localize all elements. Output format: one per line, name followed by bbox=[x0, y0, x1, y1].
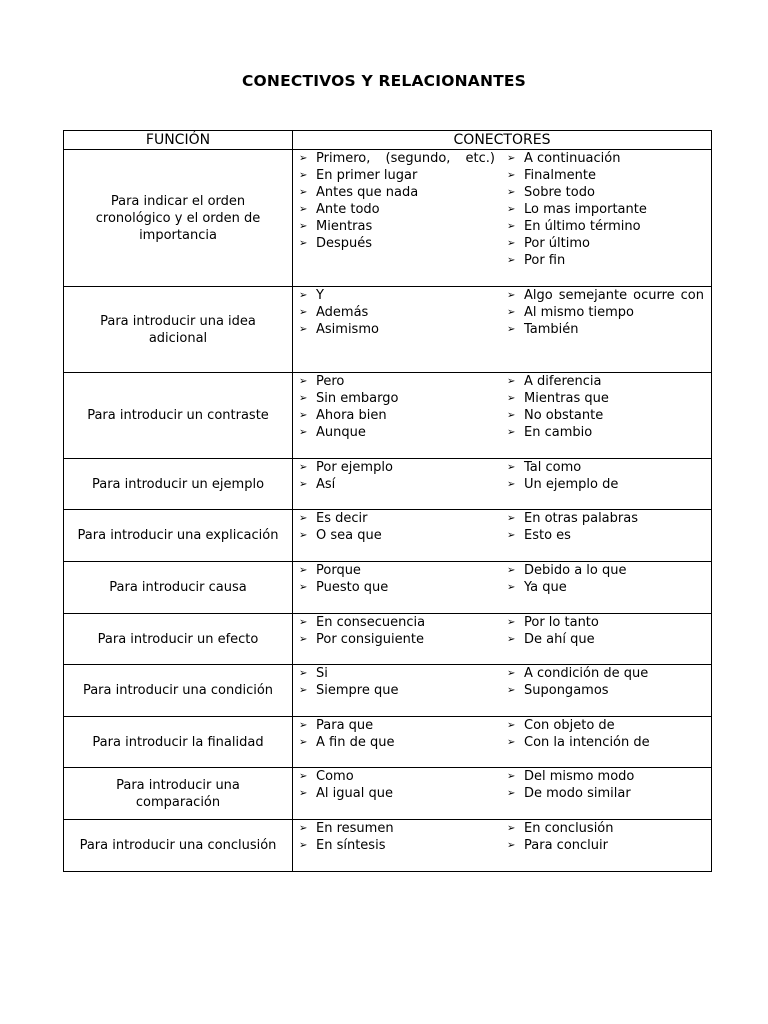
arrow-bullet-icon: ➢ bbox=[507, 720, 516, 731]
arrow-bullet-icon: ➢ bbox=[299, 668, 308, 679]
function-cell: Para introducir causa bbox=[64, 562, 293, 614]
list-item bbox=[293, 184, 501, 201]
list-item bbox=[501, 510, 710, 527]
connectors-cell bbox=[293, 459, 712, 510]
table-row bbox=[64, 510, 712, 562]
list-item bbox=[293, 614, 501, 631]
function-cell: Para introducir un ejemplo bbox=[64, 459, 293, 510]
arrow-bullet-icon: ➢ bbox=[507, 324, 516, 335]
list-item bbox=[501, 304, 710, 321]
arrow-bullet-icon: ➢ bbox=[299, 685, 308, 696]
connector-text: No obstante bbox=[524, 408, 604, 423]
arrow-bullet-icon: ➢ bbox=[507, 290, 516, 301]
connector-list-left bbox=[293, 562, 501, 596]
connector-list-right bbox=[501, 717, 710, 751]
arrow-bullet-icon: ➢ bbox=[299, 410, 308, 421]
list-item bbox=[293, 820, 501, 837]
list-item bbox=[501, 768, 710, 785]
connector-text: Aunque bbox=[316, 425, 366, 440]
connector-text: Y bbox=[316, 288, 324, 303]
connector-text: Es decir bbox=[316, 511, 368, 526]
list-item bbox=[501, 614, 710, 631]
list-item bbox=[293, 717, 501, 734]
list-item bbox=[293, 734, 501, 751]
connector-text: Lo mas importante bbox=[524, 202, 647, 217]
connector-text: Antes que nada bbox=[316, 185, 419, 200]
list-item bbox=[293, 837, 501, 854]
connector-text: En cambio bbox=[524, 425, 593, 440]
list-item bbox=[293, 321, 501, 338]
arrow-bullet-icon: ➢ bbox=[507, 737, 516, 748]
list-item bbox=[501, 631, 710, 648]
connectors-cell bbox=[293, 665, 712, 717]
connector-text: En consecuencia bbox=[316, 615, 426, 630]
arrow-bullet-icon: ➢ bbox=[507, 376, 516, 387]
connector-list-left bbox=[293, 510, 501, 544]
connector-text: Con la intención de bbox=[524, 735, 650, 750]
list-item bbox=[293, 407, 501, 424]
arrow-bullet-icon: ➢ bbox=[507, 427, 516, 438]
connector-text: Sin embargo bbox=[316, 391, 399, 406]
arrow-bullet-icon: ➢ bbox=[507, 153, 516, 164]
list-item bbox=[293, 682, 501, 699]
connector-list-right bbox=[501, 820, 710, 854]
connector-text: Al mismo tiempo bbox=[524, 305, 635, 320]
list-item bbox=[293, 768, 501, 785]
document-title: CONECTIVOS Y RELACIONANTES bbox=[241, 72, 527, 90]
connector-text: A diferencia bbox=[524, 374, 602, 389]
function-cell: Para introducir una idea adicional bbox=[64, 287, 293, 373]
connector-text: Si bbox=[316, 666, 328, 681]
connector-list-right bbox=[501, 562, 710, 596]
connector-text: Por lo tanto bbox=[524, 615, 599, 630]
list-item bbox=[501, 682, 710, 699]
table-row bbox=[64, 665, 712, 717]
table-row bbox=[64, 150, 712, 287]
connector-text: Supongamos bbox=[524, 683, 609, 698]
table-header-row bbox=[64, 131, 712, 150]
connectors-columns bbox=[293, 150, 711, 269]
arrow-bullet-icon: ➢ bbox=[507, 238, 516, 249]
connectors-cell bbox=[293, 562, 712, 614]
arrow-bullet-icon: ➢ bbox=[507, 582, 516, 593]
table-row bbox=[64, 287, 712, 373]
arrow-bullet-icon: ➢ bbox=[507, 513, 516, 524]
function-cell: Para introducir una explicación bbox=[64, 510, 293, 562]
arrow-bullet-icon: ➢ bbox=[507, 307, 516, 318]
arrow-bullet-icon: ➢ bbox=[507, 255, 516, 266]
list-item bbox=[501, 287, 710, 304]
list-item bbox=[293, 150, 501, 167]
connector-text: De modo similar bbox=[524, 786, 631, 801]
connector-text: A continuación bbox=[524, 151, 621, 166]
connector-text: En otras palabras bbox=[524, 511, 638, 526]
list-item bbox=[293, 510, 501, 527]
connector-list-right bbox=[501, 665, 710, 699]
list-item bbox=[293, 527, 501, 544]
function-cell: Para introducir una conclusión bbox=[64, 820, 293, 872]
arrow-bullet-icon: ➢ bbox=[299, 530, 308, 541]
table-row bbox=[64, 459, 712, 510]
list-item bbox=[501, 373, 710, 390]
list-item bbox=[501, 562, 710, 579]
table-row bbox=[64, 614, 712, 665]
connector-list-right bbox=[501, 768, 710, 802]
list-item bbox=[293, 665, 501, 682]
arrow-bullet-icon: ➢ bbox=[299, 170, 308, 181]
list-item bbox=[293, 201, 501, 218]
connector-text: Por último bbox=[524, 236, 590, 251]
connector-list-left bbox=[293, 820, 501, 854]
connector-text: A condición de que bbox=[524, 666, 649, 681]
function-cell: Para introducir una comparación bbox=[64, 768, 293, 820]
arrow-bullet-icon: ➢ bbox=[299, 290, 308, 301]
list-item bbox=[501, 167, 710, 184]
connectors-columns bbox=[293, 717, 711, 751]
connector-list-left bbox=[293, 150, 501, 269]
arrow-bullet-icon: ➢ bbox=[299, 307, 308, 318]
table-body bbox=[64, 150, 712, 872]
connector-list-right bbox=[501, 373, 710, 441]
connector-text: De ahí que bbox=[524, 632, 595, 647]
arrow-bullet-icon: ➢ bbox=[299, 393, 308, 404]
header-connectors: CONECTORES bbox=[293, 131, 712, 150]
arrow-bullet-icon: ➢ bbox=[299, 788, 308, 799]
table-row bbox=[64, 373, 712, 459]
connector-text: También bbox=[524, 322, 579, 337]
connectors-columns bbox=[293, 614, 711, 648]
connector-list-left bbox=[293, 665, 501, 699]
list-item bbox=[501, 579, 710, 596]
connector-text: Mientras que bbox=[524, 391, 609, 406]
arrow-bullet-icon: ➢ bbox=[299, 582, 308, 593]
connector-list-left bbox=[293, 717, 501, 751]
arrow-bullet-icon: ➢ bbox=[507, 771, 516, 782]
arrow-bullet-icon: ➢ bbox=[299, 565, 308, 576]
connector-text: Por consiguiente bbox=[316, 632, 424, 647]
connector-text: Primero, (segundo, etc.) bbox=[316, 151, 495, 166]
connector-text: Algo semejante ocurre con bbox=[524, 288, 704, 303]
connector-text: En primer lugar bbox=[316, 168, 418, 183]
list-item bbox=[293, 579, 501, 596]
connector-text: Asimismo bbox=[316, 322, 379, 337]
list-item bbox=[501, 820, 710, 837]
list-item bbox=[501, 717, 710, 734]
function-cell: Para introducir un contraste bbox=[64, 373, 293, 459]
arrow-bullet-icon: ➢ bbox=[299, 324, 308, 335]
arrow-bullet-icon: ➢ bbox=[507, 479, 516, 490]
list-item bbox=[501, 527, 710, 544]
connectors-columns bbox=[293, 287, 711, 338]
list-item bbox=[293, 167, 501, 184]
connectors-table bbox=[63, 130, 712, 872]
arrow-bullet-icon: ➢ bbox=[507, 788, 516, 799]
connectors-cell bbox=[293, 373, 712, 459]
connector-list-right bbox=[501, 459, 710, 493]
list-item bbox=[293, 235, 501, 252]
connector-text: En síntesis bbox=[316, 838, 386, 853]
list-item bbox=[293, 631, 501, 648]
connectors-columns bbox=[293, 373, 711, 441]
connector-text: Del mismo modo bbox=[524, 769, 635, 784]
connector-text: Ya que bbox=[524, 580, 567, 595]
connector-text: Porque bbox=[316, 563, 361, 578]
arrow-bullet-icon: ➢ bbox=[507, 840, 516, 851]
arrow-bullet-icon: ➢ bbox=[299, 427, 308, 438]
connector-list-left bbox=[293, 768, 501, 802]
list-item bbox=[501, 476, 710, 493]
arrow-bullet-icon: ➢ bbox=[507, 187, 516, 198]
connector-text: Para concluir bbox=[524, 838, 608, 853]
arrow-bullet-icon: ➢ bbox=[507, 685, 516, 696]
list-item bbox=[293, 304, 501, 321]
list-item bbox=[501, 201, 710, 218]
arrow-bullet-icon: ➢ bbox=[299, 513, 308, 524]
list-item bbox=[293, 218, 501, 235]
arrow-bullet-icon: ➢ bbox=[299, 204, 308, 215]
arrow-bullet-icon: ➢ bbox=[299, 153, 308, 164]
table-row bbox=[64, 820, 712, 872]
list-item bbox=[293, 424, 501, 441]
arrow-bullet-icon: ➢ bbox=[299, 737, 308, 748]
connectors-columns bbox=[293, 562, 711, 596]
table-row bbox=[64, 717, 712, 768]
header-function: FUNCIÓN bbox=[64, 131, 293, 150]
list-item bbox=[501, 424, 710, 441]
arrow-bullet-icon: ➢ bbox=[507, 204, 516, 215]
connector-text: En conclusión bbox=[524, 821, 614, 836]
connector-text: O sea que bbox=[316, 528, 382, 543]
arrow-bullet-icon: ➢ bbox=[507, 170, 516, 181]
connector-text: Finalmente bbox=[524, 168, 596, 183]
connector-text: Por fin bbox=[524, 253, 566, 268]
connector-text: Esto es bbox=[524, 528, 571, 543]
list-item bbox=[293, 287, 501, 304]
function-cell: Para introducir una condición bbox=[64, 665, 293, 717]
connector-text: Así bbox=[316, 477, 336, 492]
arrow-bullet-icon: ➢ bbox=[299, 720, 308, 731]
connector-text: En último término bbox=[524, 219, 641, 234]
arrow-bullet-icon: ➢ bbox=[299, 221, 308, 232]
arrow-bullet-icon: ➢ bbox=[507, 617, 516, 628]
connector-text: Por ejemplo bbox=[316, 460, 393, 475]
function-cell: Para introducir un efecto bbox=[64, 614, 293, 665]
connector-text: En resumen bbox=[316, 821, 394, 836]
arrow-bullet-icon: ➢ bbox=[507, 221, 516, 232]
table-row bbox=[64, 768, 712, 820]
connector-text: Debido a lo que bbox=[524, 563, 627, 578]
connector-text: Con objeto de bbox=[524, 718, 615, 733]
connector-text: Después bbox=[316, 236, 373, 251]
arrow-bullet-icon: ➢ bbox=[299, 771, 308, 782]
connector-text: Mientras bbox=[316, 219, 373, 234]
connector-text: Al igual que bbox=[316, 786, 393, 801]
connectors-cell bbox=[293, 150, 712, 287]
connector-text: Siempre que bbox=[316, 683, 399, 698]
list-item bbox=[293, 476, 501, 493]
connector-text: A fin de que bbox=[316, 735, 395, 750]
list-item bbox=[501, 218, 710, 235]
connector-text: Además bbox=[316, 305, 369, 320]
arrow-bullet-icon: ➢ bbox=[507, 530, 516, 541]
list-item bbox=[501, 150, 710, 167]
connector-list-left bbox=[293, 373, 501, 441]
list-item bbox=[293, 785, 501, 802]
connectors-columns bbox=[293, 768, 711, 802]
arrow-bullet-icon: ➢ bbox=[299, 634, 308, 645]
list-item bbox=[501, 837, 710, 854]
list-item bbox=[293, 562, 501, 579]
connectors-columns bbox=[293, 459, 711, 493]
connector-list-right bbox=[501, 614, 710, 648]
list-item bbox=[501, 734, 710, 751]
connector-text: Para que bbox=[316, 718, 374, 733]
connector-list-right bbox=[501, 510, 710, 544]
arrow-bullet-icon: ➢ bbox=[507, 634, 516, 645]
arrow-bullet-icon: ➢ bbox=[299, 376, 308, 387]
connectors-cell bbox=[293, 614, 712, 665]
connector-list-right bbox=[501, 150, 710, 269]
connector-text: Ahora bien bbox=[316, 408, 387, 423]
connectors-cell bbox=[293, 510, 712, 562]
list-item bbox=[501, 459, 710, 476]
connector-text: Tal como bbox=[524, 460, 582, 475]
list-item bbox=[293, 459, 501, 476]
list-item bbox=[501, 184, 710, 201]
arrow-bullet-icon: ➢ bbox=[507, 823, 516, 834]
connector-list-left bbox=[293, 614, 501, 648]
connector-text: Ante todo bbox=[316, 202, 380, 217]
connectors-columns bbox=[293, 510, 711, 544]
arrow-bullet-icon: ➢ bbox=[299, 823, 308, 834]
connector-list-right bbox=[501, 287, 710, 338]
arrow-bullet-icon: ➢ bbox=[507, 668, 516, 679]
list-item bbox=[501, 390, 710, 407]
arrow-bullet-icon: ➢ bbox=[299, 238, 308, 249]
connectors-cell bbox=[293, 287, 712, 373]
connector-text: Pero bbox=[316, 374, 345, 389]
function-cell: Para introducir la finalidad bbox=[64, 717, 293, 768]
connectors-columns bbox=[293, 820, 711, 854]
arrow-bullet-icon: ➢ bbox=[507, 565, 516, 576]
connectors-cell bbox=[293, 717, 712, 768]
arrow-bullet-icon: ➢ bbox=[299, 479, 308, 490]
list-item bbox=[501, 665, 710, 682]
connector-text: Como bbox=[316, 769, 354, 784]
arrow-bullet-icon: ➢ bbox=[507, 462, 516, 473]
list-item bbox=[293, 373, 501, 390]
list-item bbox=[293, 390, 501, 407]
arrow-bullet-icon: ➢ bbox=[299, 462, 308, 473]
list-item bbox=[501, 235, 710, 252]
list-item bbox=[501, 252, 710, 269]
list-item bbox=[501, 321, 710, 338]
arrow-bullet-icon: ➢ bbox=[299, 617, 308, 628]
connector-list-left bbox=[293, 287, 501, 338]
connector-text: Sobre todo bbox=[524, 185, 595, 200]
arrow-bullet-icon: ➢ bbox=[299, 187, 308, 198]
arrow-bullet-icon: ➢ bbox=[299, 840, 308, 851]
connectors-cell bbox=[293, 820, 712, 872]
connector-text: Puesto que bbox=[316, 580, 389, 595]
arrow-bullet-icon: ➢ bbox=[507, 410, 516, 421]
list-item bbox=[501, 785, 710, 802]
function-cell: Para indicar el orden cronológico y el orden de importancia bbox=[64, 150, 293, 287]
connector-text: Un ejemplo de bbox=[524, 477, 619, 492]
list-item bbox=[501, 407, 710, 424]
connectors-columns bbox=[293, 665, 711, 699]
table-row bbox=[64, 562, 712, 614]
connectors-cell bbox=[293, 768, 712, 820]
connector-list-left bbox=[293, 459, 501, 493]
arrow-bullet-icon: ➢ bbox=[507, 393, 516, 404]
